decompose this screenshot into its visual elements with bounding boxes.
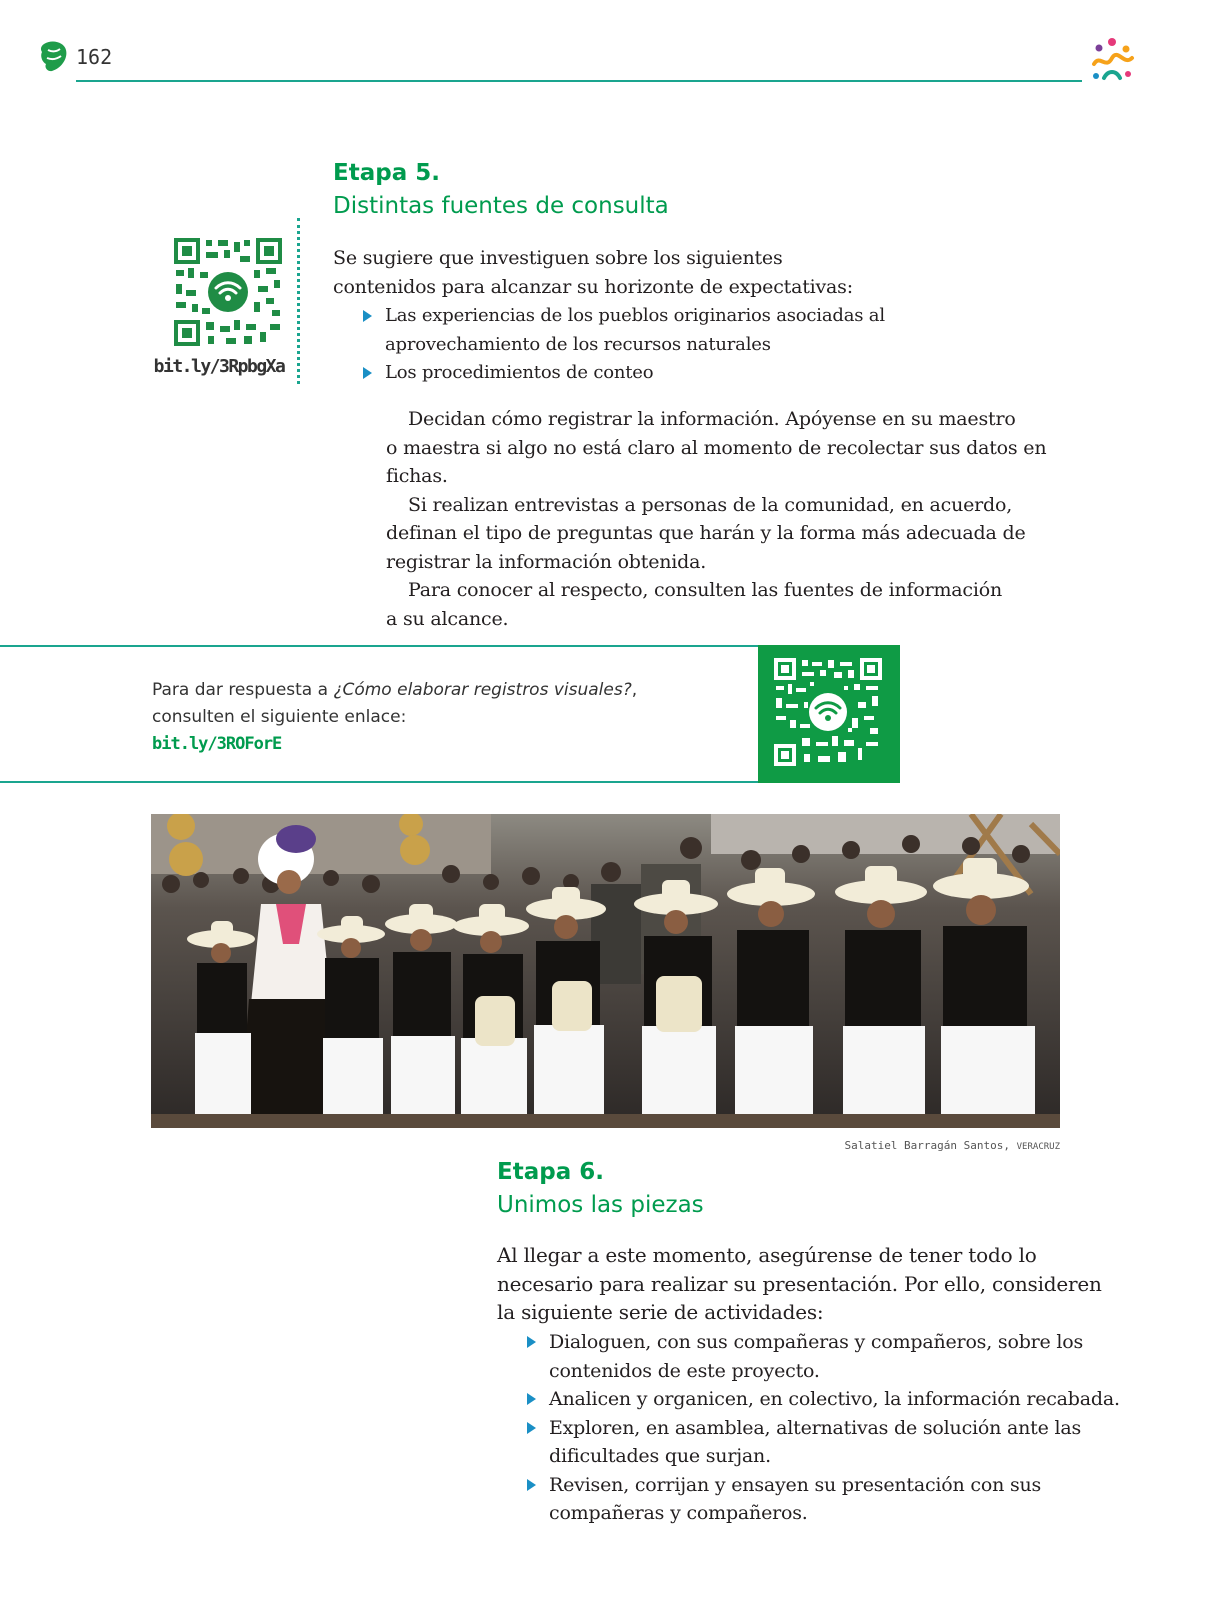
photo-credit [830,1139,1060,1152]
text-line: Si realizan entrevistas a personas de la comunidad, en acuerdo, [408,493,1013,516]
stage5-intro [333,244,853,301]
text-line: Revisen, corrijan y ensayen su presentación con sus [549,1473,1042,1496]
text-line: definan el tipo de preguntas que harán y la forma más adecuada de [386,522,1026,544]
photo-community-gathering [151,814,1060,1128]
dotted-divider [297,218,300,384]
text-line: Exploren, en asamblea, alternativas de solución ante las [549,1416,1082,1439]
banner-line-2: consulten el siguiente enlace: [152,707,407,727]
list-item [359,359,885,388]
text-line: Para conocer al respecto, consulten las fuentes de información [408,579,1002,601]
header-rule [76,80,1082,82]
text-line: compañeras y compañeros. [549,1502,808,1524]
stage6-heading [497,1156,704,1222]
qr-link[interactable]: bit.ly/3RpbgXa [153,356,285,377]
dancing-figures-logo-icon [1086,34,1138,86]
banner-text-post: , [631,680,638,700]
text-line: Las experiencias de los pueblos originarios asociadas al [385,305,885,326]
list-item [523,1414,1120,1471]
text-line: Se sugiere que investiguen sobre los siguientes [333,247,783,269]
text-line: a su alcance. [386,607,509,630]
text-line: Decidan cómo registrar la información. Apóyense en su maestro [408,408,1016,430]
qr-code-icon[interactable] [774,658,882,766]
stage5-paragraph [386,405,1046,633]
credit-name: Salatiel Barragán Santos, [844,1139,1017,1152]
text-line: dificultades que surjan. [549,1445,771,1467]
text-line: la siguiente serie de actividades: [497,1300,824,1324]
text-line: contenidos para alcanzar su horizonte de expectativas: [333,275,853,298]
stage6-bullets [523,1328,1120,1528]
text-line: fichas. [386,465,448,487]
text-line: registrar la información obtenida. [386,550,707,573]
bullet-triangle-icon [527,1422,536,1434]
stage6-number: Etapa 6. [497,1159,604,1185]
text-line: Dialoguen, con sus compañeras y compañeros, sobre los [549,1331,1084,1353]
bullet-triangle-icon [363,367,372,379]
list-item [523,1328,1120,1385]
banner-text-pre: Para dar respuesta a [152,680,334,700]
leaf-logo-icon [38,40,68,74]
text-line: necesario para realizar su presentación. Por ello, consideren [497,1271,1102,1296]
qr-code-icon[interactable] [174,238,282,346]
bullet-triangle-icon [527,1479,536,1491]
stage6-title: Unimos las piezas [497,1192,704,1218]
list-item [523,1471,1120,1528]
stage5-title: Distintas fuentes de consulta [333,193,669,219]
credit-place: VERACRUZ [1016,1142,1060,1152]
bullet-triangle-icon [363,310,372,322]
page-number: 162 [76,45,113,69]
banner-link[interactable]: bit.ly/3ROForE [152,734,282,754]
text-line: Al llegar a este momento, asegúrense de tener todo lo [497,1243,1037,1267]
text-line: contenidos de este proyecto. [549,1359,820,1382]
bullet-triangle-icon [527,1336,536,1348]
bullet-triangle-icon [527,1393,536,1405]
stage5-heading [333,157,669,223]
text-line: Analicen y organicen, en colectivo, la información recabada. [549,1388,1120,1410]
list-item [359,302,885,359]
stage6-intro [497,1241,1102,1327]
text-line: o maestra si algo no está claro al momento de recolectar sus datos en [386,436,1047,459]
stage5-bullets [359,302,885,388]
banner-text [152,677,637,758]
banner-question: ¿Cómo elaborar registros visuales? [333,680,632,700]
list-item [523,1385,1120,1414]
stage5-number: Etapa 5. [333,160,440,186]
text-line: aprovechamiento de los recursos naturales [385,333,771,355]
banner-line-1 [152,677,637,704]
text-line: Los procedimientos de conteo [385,362,654,383]
